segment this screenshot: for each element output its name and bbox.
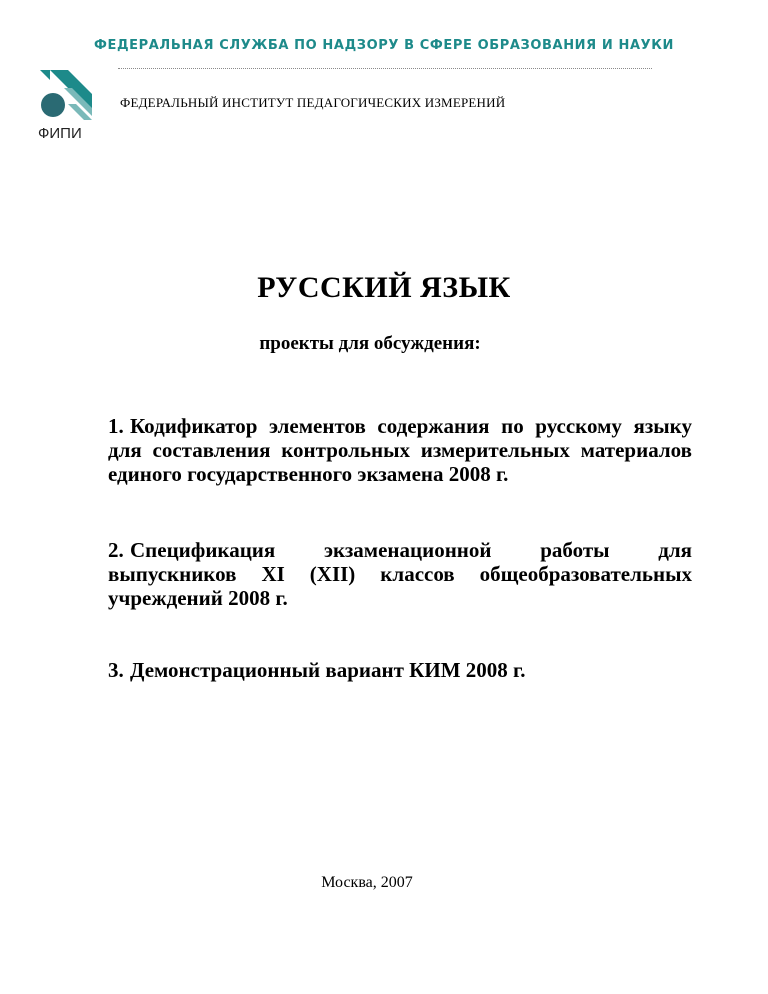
logo-text: ФИПИ <box>38 125 82 140</box>
footer-city-year: Москва, 2007 <box>321 874 413 891</box>
item-number: 2. <box>108 538 124 562</box>
list-item-1 <box>108 414 692 486</box>
list-item-3 <box>108 658 692 682</box>
item-text: Кодификатор элементов содержания по русскому языку для составления контрольных измерительных материалов единого государственного экзамена 2008 г. <box>108 414 692 486</box>
item-text: Спецификация экзаменационной работы для выпускников XI (XII) классов общеобразовательных учреждений 2008 г. <box>108 538 692 610</box>
item-text: Демонстрационный вариант КИМ 2008 г. <box>130 658 526 682</box>
agency-header: ФЕДЕРАЛЬНАЯ СЛУЖБА ПО НАДЗОРУ В СФЕРЕ ОБРАЗОВАНИЯ И НАУКИ <box>94 38 674 53</box>
fipi-logo <box>38 68 94 140</box>
document-title: РУССКИЙ ЯЗЫК <box>257 271 511 304</box>
header-divider <box>118 68 652 69</box>
document-subtitle: проекты для обсуждения: <box>259 333 481 354</box>
item-number: 3. <box>108 658 124 682</box>
list-item-2 <box>108 538 692 610</box>
item-number: 1. <box>108 414 124 438</box>
institute-name: ФЕДЕРАЛЬНЫЙ ИНСТИТУТ ПЕДАГОГИЧЕСКИХ ИЗМЕРЕНИЙ <box>120 95 506 110</box>
